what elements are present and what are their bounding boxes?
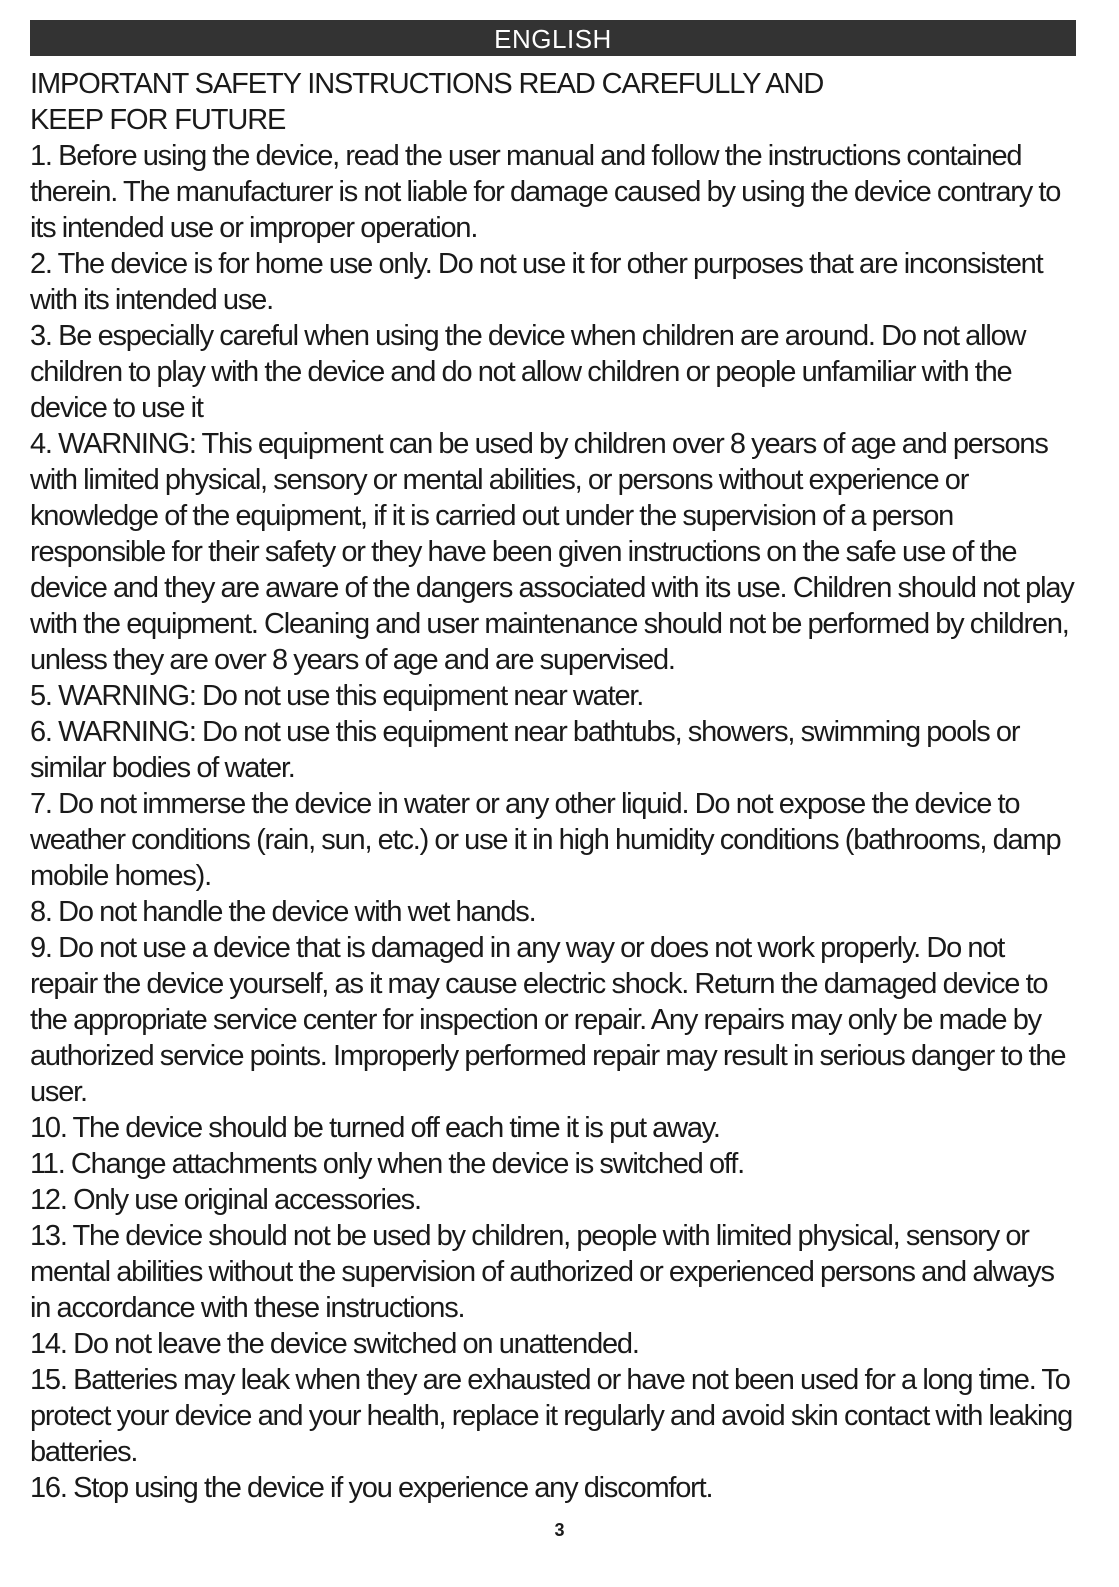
language-header-bar: ENGLISH [30, 20, 1076, 56]
instruction-item-11: 11. Change attachments only when the device is switched off. [30, 1148, 744, 1180]
instruction-item-2: 2. The device is for home use only. Do not use it for other purposes that are inconsistent with its intended use. [30, 248, 1043, 316]
instruction-item-7: 7. Do not immerse the device in water or any other liquid. Do not expose the device to weather conditions (rain, sun, etc.) or use it in high humidity conditions (bathrooms, damp mobile homes). [30, 788, 1061, 892]
instruction-item-8: 8. Do not handle the device with wet hands. [30, 896, 536, 928]
safety-instructions-title: IMPORTANT SAFETY INSTRUCTIONS READ CAREFULLY AND KEEP FOR FUTURE [30, 68, 824, 136]
instruction-item-15: 15. Batteries may leak when they are exhausted or have not been used for a long time. To protect your device and your health, replace it regularly and avoid skin contact with leaking batteries. [30, 1364, 1073, 1468]
instruction-item-14: 14. Do not leave the device switched on unattended. [30, 1328, 639, 1360]
page-number: 3 [554, 1520, 565, 1540]
instruction-list [30, 138, 1076, 1506]
instruction-item-5: 5. WARNING: Do not use this equipment near water. [30, 680, 644, 712]
instruction-item-10: 10. The device should be turned off each time it is put away. [30, 1112, 720, 1144]
instruction-item-16: 16. Stop using the device if you experience any discomfort. [30, 1472, 713, 1504]
instruction-item-12: 12. Only use original accessories. [30, 1184, 421, 1216]
instruction-item-13: 13. The device should not be used by children, people with limited physical, sensory or mental abilities without the supervision of authorized or experienced persons and always in accordance with these instructions. [30, 1220, 1054, 1324]
instruction-item-1: 1. Before using the device, read the user manual and follow the instructions contained therein. The manufacturer is not liable for damage caused by using the device contrary to its intended use or improper operation. [30, 140, 1061, 244]
instruction-item-4: 4. WARNING: This equipment can be used by children over 8 years of age and persons with limited physical, sensory or mental abilities, or persons without experience or knowledge of the equipment, if it is carried out under the supervision of a person responsible for their safety or they have been given instructions on the safe use of the device and they are aware of the dangers associated with its use. Children should not play with the equipment. Cleaning and user maintenance should not be performed by children, unless they are over 8 years of age and are supervised. [30, 428, 1074, 676]
manual-page [30, 20, 1076, 1506]
instruction-item-9: 9. Do not use a device that is damaged in any way or does not work properly. Do not repair the device yourself, as it may cause electric shock. Return the damaged device to the appropriate service center for inspection or repair. Any repairs may only be made by authorized service points. Improperly performed repair may result in serious danger to the user. [30, 932, 1066, 1108]
instruction-item-6: 6. WARNING: Do not use this equipment near bathtubs, showers, swimming pools or similar bodies of water. [30, 716, 1020, 784]
instruction-item-3: 3. Be especially careful when using the device when children are around. Do not allow children to play with the device and do not allow children or people unfamiliar with the device to use it [30, 320, 1026, 424]
